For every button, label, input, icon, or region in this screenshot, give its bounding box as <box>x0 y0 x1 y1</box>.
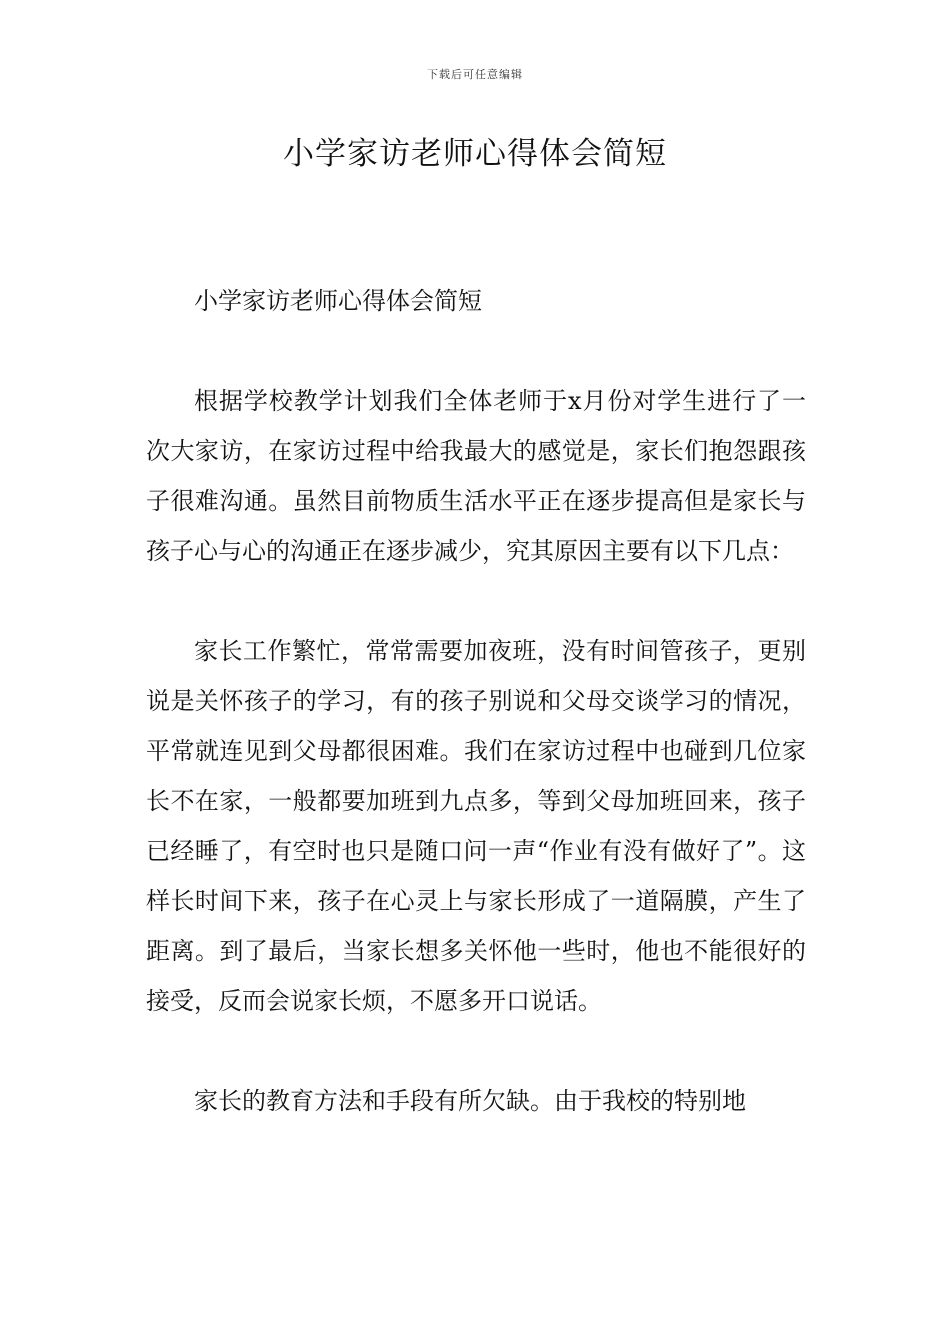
paragraph-1: 根据学校教学计划我们全体老师于x月份对学生进行了一次大家访，在家访过程中给我最大的感觉是，家长们抱怨跟孩子很难沟通。虽然目前物质生活水平正在逐步提高但是家长与孩子心与心的沟通正在逐步减少，究其原因主要有以下几点： <box>146 387 806 565</box>
document-subtitle: 小学家访老师心得体会简短 <box>194 287 482 315</box>
paragraph-2: 家长工作繁忙，常常需要加夜班，没有时间管孩子，更别说是关怀孩子的学习，有的孩子别说和父母交谈学习的情况，平常就连见到父母都很困难。我们在家访过程中也碰到几位家长不在家，一般都要加班到九点多，等到父母加班回来，孩子已经睡了，有空时也只是随口问一声“作业有没有做好了”。这样长时间下来，孩子在心灵上与家长形成了一道隔膜，产生了距离。到了最后，当家长想多关怀他一些时，他也不能很好的接受，反而会说家长烦，不愿多开口说话。 <box>146 637 806 1015</box>
document-title: 小学家访老师心得体会简短 <box>283 136 667 172</box>
document-body <box>146 276 806 1176</box>
header-note: 下载后可任意编辑 <box>427 68 523 81</box>
paragraph-3: 家长的教育方法和手段有所欠缺。由于我校的特别地 <box>194 1087 746 1115</box>
